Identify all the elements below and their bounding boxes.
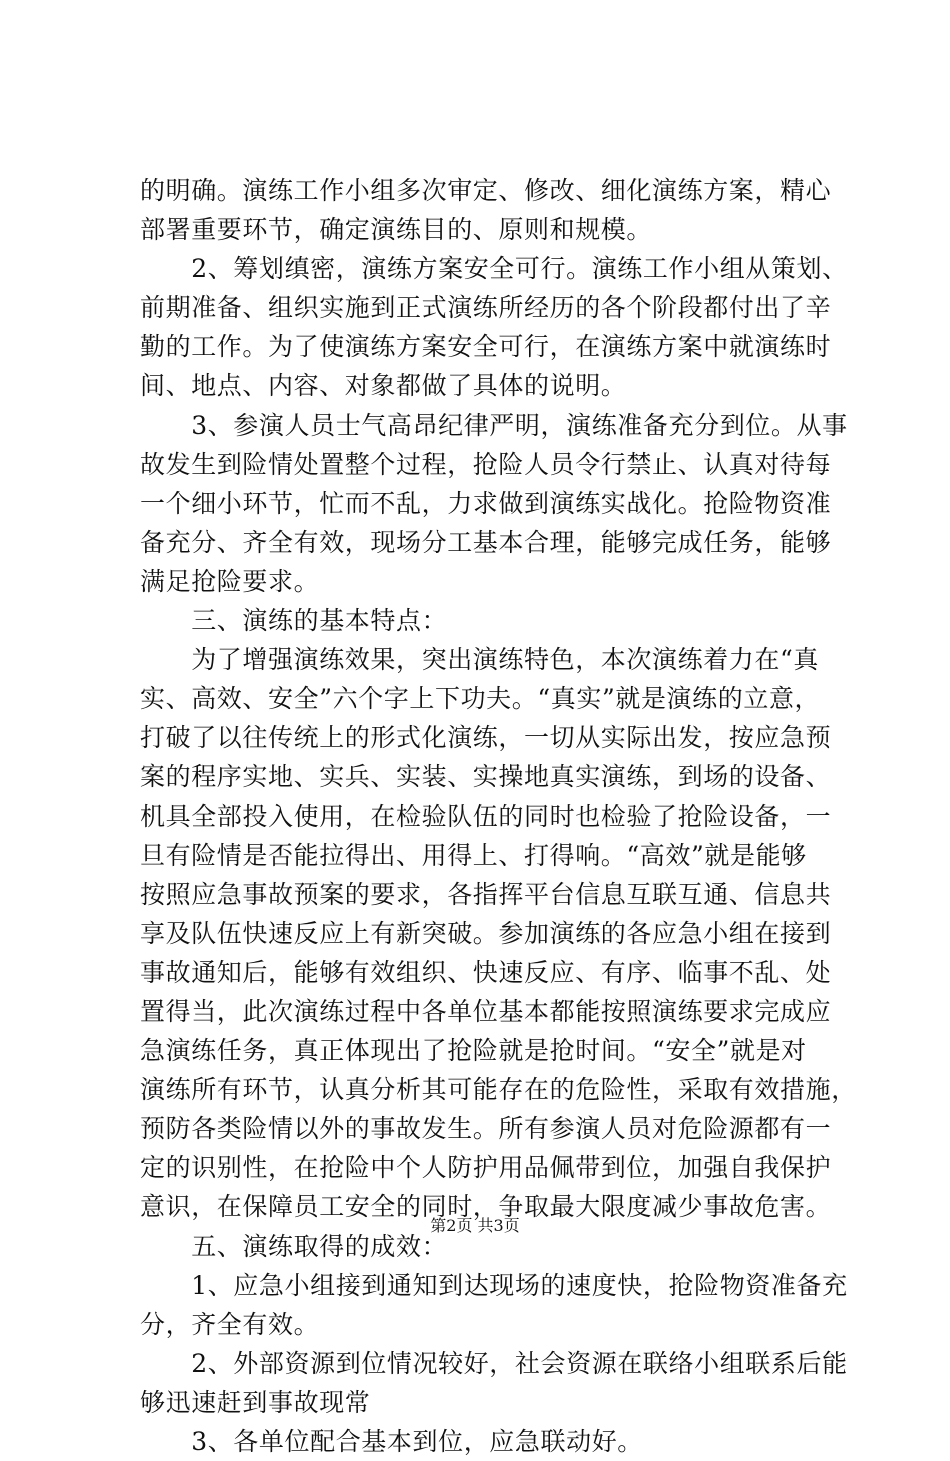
document-body bbox=[140, 171, 857, 1461]
body-line: 2、筹划缜密，演练方案安全可行。演练工作小组从策划、 bbox=[140, 254, 848, 284]
body-line: 故发生到险情处置整个过程，抢险人员令行禁止、认真对待每 bbox=[140, 449, 832, 479]
body-line: 前期准备、组织实施到正式演练所经历的各个阶段都付出了辛 bbox=[140, 293, 832, 323]
body-line: 备充分、齐全有效，现场分工基本合理，能够完成任务，能够 bbox=[140, 527, 832, 557]
body-line: 分，齐全有效。 bbox=[140, 1309, 320, 1339]
section-heading: 五、演练取得的成效： bbox=[140, 1231, 448, 1261]
body-line: 实、高效、安全”六个字上下功夫。“真实”就是演练的立意， bbox=[140, 684, 821, 714]
section-heading: 三、演练的基本特点： bbox=[140, 606, 448, 636]
body-line: 间、地点、内容、对象都做了具体的说明。 bbox=[140, 371, 627, 401]
body-line: 按照应急事故预案的要求，各指挥平台信息互联互通、信息共 bbox=[140, 879, 832, 909]
body-line: 享及队伍快速反应上有新突破。参加演练的各应急小组在接到 bbox=[140, 918, 832, 948]
body-line: 部署重要环节，确定演练目的、原则和规模。 bbox=[140, 215, 653, 245]
body-line: 3、各单位配合基本到位，应急联动好。 bbox=[140, 1427, 643, 1456]
body-line: 事故通知后，能够有效组织、快速反应、有序、临事不乱、处 bbox=[140, 957, 832, 987]
body-line: 打破了以往传统上的形式化演练，一切从实际出发，按应急预 bbox=[140, 723, 832, 753]
body-line: 的明确。演练工作小组多次审定、修改、细化演练方案，精心 bbox=[140, 176, 832, 205]
body-line: 演练所有环节，认真分析其可能存在的危险性，采取有效措施， bbox=[140, 1075, 857, 1105]
body-line: 定的识别性，在抢险中个人防护用品佩带到位，加强自我保护 bbox=[140, 1153, 832, 1183]
body-line: 意识，在保障员工安全的同时，争取最大限度减少事故危害。 bbox=[140, 1192, 832, 1222]
body-line: 勤的工作。为了使演练方案安全可行，在演练方案中就演练时 bbox=[140, 332, 832, 362]
body-line: 旦有险情是否能拉得出、用得上、打得响。“高效”就是能够 bbox=[140, 840, 807, 870]
body-line: 急演练任务，真正体现出了抢险就是抢时间。“安全”就是对 bbox=[140, 1036, 807, 1066]
body-line: 够迅速赶到事故现常 bbox=[140, 1387, 371, 1417]
body-line: 案的程序实地、实兵、实装、实操地真实演练，到场的设备、 bbox=[140, 762, 832, 792]
body-line: 预防各类险情以外的事故发生。所有参演人员对危险源都有一 bbox=[140, 1114, 832, 1144]
body-line: 1、应急小组接到通知到达现场的速度快，抢险物资准备充 bbox=[140, 1270, 848, 1300]
body-line: 为了增强演练效果，突出演练特色，本次演练着力在“真 bbox=[140, 645, 819, 675]
body-line: 一个细小环节，忙而不乱，力求做到演练实战化。抢险物资准 bbox=[140, 488, 832, 518]
body-line: 满足抢险要求。 bbox=[140, 566, 320, 596]
body-line: 机具全部投入使用，在检验队伍的同时也检验了抢险设备，一 bbox=[140, 801, 832, 831]
body-line: 3、参演人员士气高昂纪律严明，演练准备充分到位。从事 bbox=[140, 410, 848, 440]
page-number-footer: 第2页 共3页 bbox=[430, 1216, 520, 1235]
body-line: 2、外部资源到位情况较好，社会资源在联络小组联系后能 bbox=[140, 1348, 848, 1378]
body-line: 置得当，此次演练过程中各单位基本都能按照演练要求完成应 bbox=[140, 996, 832, 1026]
